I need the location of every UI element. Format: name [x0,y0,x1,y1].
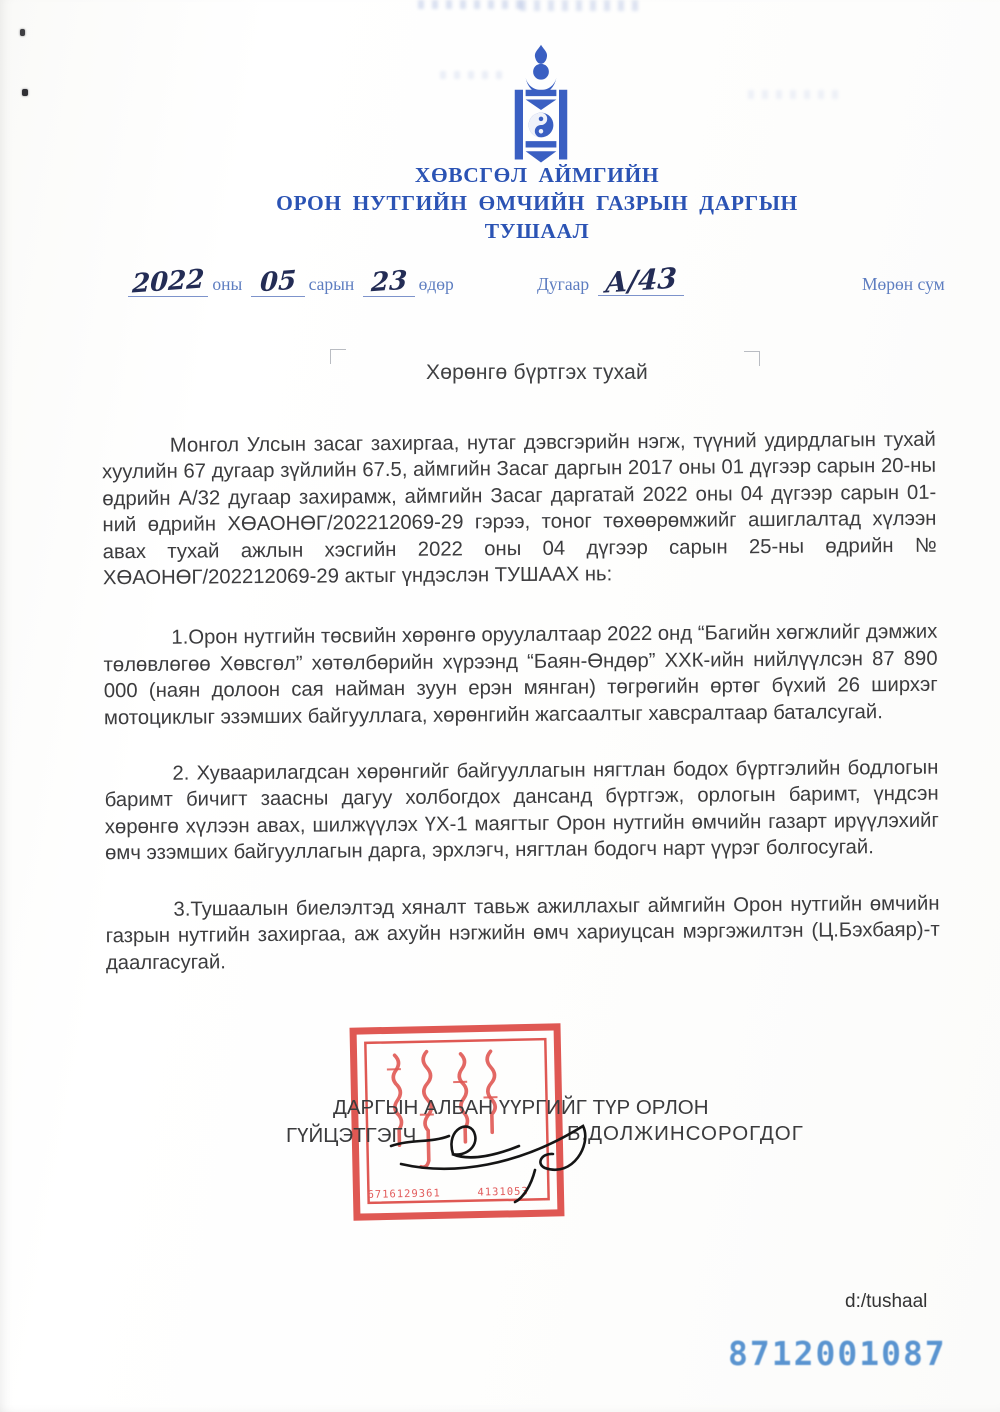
org-header [87,161,987,245]
org-header-line3: ТУШААЛ [484,219,590,243]
document-title: Хөрөнгө бүртгэх тухай [426,361,648,384]
place-label: Мөрөн сум [862,274,945,294]
seal-number-left: 6716129361 [367,1187,441,1201]
scan-speck [20,29,25,36]
year-label: оны [212,274,243,294]
signature-title-line1: ДАРГЫН АЛБАН ҮҮРГИЙГ ТҮР ОРЛОН [333,1096,709,1119]
number-label: Дугаар [537,274,590,294]
year-field [128,264,208,300]
number-field-group [533,261,684,300]
handwritten-day: 23 [370,265,408,299]
handwritten-number: А/43 [604,261,678,300]
soyombo-emblem-icon [502,44,580,164]
scan-speck [22,89,28,96]
number-field [598,261,684,300]
document-body [102,427,940,1006]
day-label: өдөр [418,274,454,294]
order-paragraph-3: 3.Тушаалын биелэлтэд хяналт тавьж ажиллахыг аймгийн Орон нутгийн өмчийн газрын нутгийн захиргаа, аж ахуйн нэгжийн өмч хариуцсан мэргэжилтэн (Ц.Бэхбаяр)-т даалгасугай. [105,892,940,974]
bleed-through-artifact [520,0,645,11]
handwritten-signature [385,1108,620,1208]
order-paragraph-1: 1.Орон нутгийн төсвийн хөрөнгө оруулалтаар 2022 онд “Багийн хөгжлийг дэмжих төлөвлөгөө Хөвсгөл” хөтөлбөрийн хүрээнд “Баян-Өндөр” ХХК-ийн нийлүүлсэн 87 890 000 (наян долоон сая найман зуун ерэн мянган) төгрөгийн өртөг бүхий 26 ширхэг мотоциклыг эзэмших байгууллага, хөрөнгийн жагсаалтыг хавсралтаар баталсугай. [103,621,938,729]
org-header-line2: ОРОН НУТГИЙН ӨМЧИЙН ГАЗРЫН ДАРГЫН [276,191,798,215]
seal-number-right: 4131053 [477,1185,529,1199]
day-field [363,265,415,299]
date-fields [128,262,458,300]
registry-number-stamp: 8712001087 [728,1334,947,1373]
handwritten-year: 2022 [131,264,205,300]
file-path-note: d:/tushaal [845,1291,928,1312]
bleed-through-artifact [748,90,843,99]
month-field [251,265,305,299]
dateline [0,262,1000,304]
bleed-through-artifact [440,71,502,79]
month-label: сарын [308,274,355,294]
handwritten-month: 05 [259,265,297,299]
org-header-line1: ХӨВСГӨЛ АЙМГИЙН [414,163,660,187]
signature-title-line2: ГҮЙЦЭТГЭГЧ [286,1124,417,1147]
signer-name: Б.ДОЛЖИНСОРОГДОГ [567,1122,804,1145]
order-paragraph-2: 2. Хуваарилагдсан хөрөнгийг байгууллагын нягтлан бодох бүртгэлийн бодлогын баримт бичигт заасны дагуу холбогдох дансанд бүртгэж, орлогын баримт, үндсэн хөрөнгө хүлээн авах, шилжүүлэх ҮХ-1 маягтыг Орон нутгийн өмчийн газарт ирүүлэхийг өмч эзэмших байгууллагын дарга, эрхлэгч, нягтлан бодогч нарт үүрэг болгосугай. [104,756,939,865]
preamble-paragraph: Монгол Улсын засаг захиргаа, нутаг дэвсгэрийн нэгж, түүний удирдлагын тухай хуулийн 67 дугаар зүйлийн 67.5, аймгийн Засаг даргын 2017 оны 01 дүгээр сарын 20-ны өдрийн А/32 дугаар захирамж, аймгийн Засаг даргатай 2022 оны 04 дүгээр сарын 01-ний өдрийн ХӨАОНӨГ/202212069-29 гэрээ, тоног төхөөрөмжийг ашиглалтад хүлээн авах тухай ажлын хэсгийн 2022 оны 04 дүгээр сарын 25-ны өдрийн № ХӨАОНӨГ/202212069-29 актыг үндэслэн ТУШААХ нь: [101,428,937,590]
bleed-through-artifact [418,0,523,9]
